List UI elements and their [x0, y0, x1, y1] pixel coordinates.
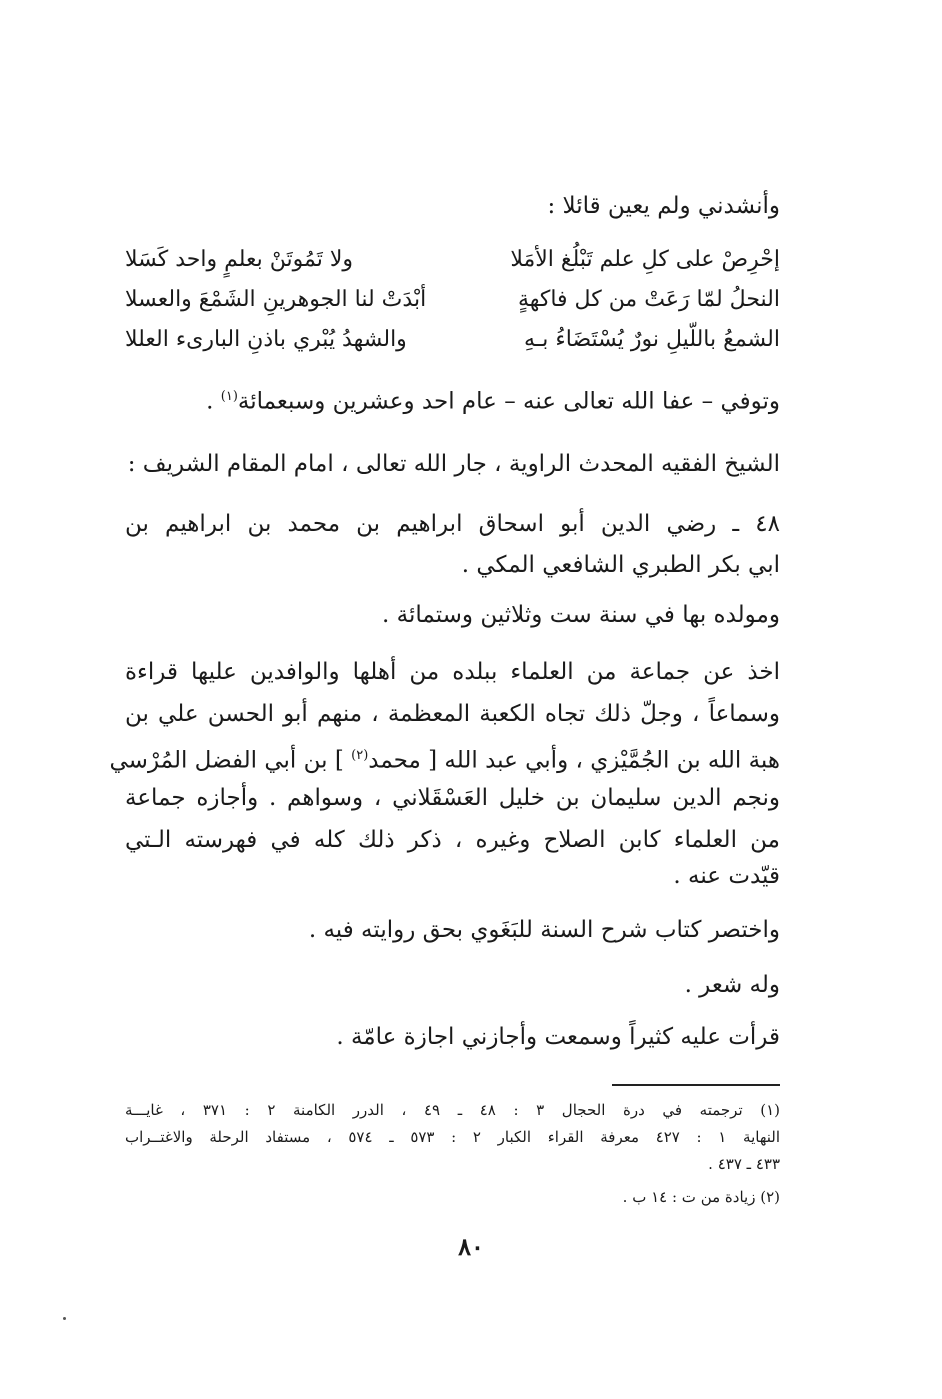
paragraph-line-3-start: هبة الله بن الجُمَّيْزي ، وأبي عبد الله [ محمد — [368, 747, 780, 774]
poem-intro: وأنشدني ولم يعين قائلا : — [547, 193, 780, 219]
poem-verse-2 — [125, 283, 780, 317]
verse-2-second-hemistich: أبْدَتْ لنا الجوهرينِ الشَمْعَ والعسلا — [125, 287, 427, 312]
entry-title-line-2: ابي بكر الطبري الشافعي المكي . — [461, 552, 780, 578]
scan-speck — [63, 1317, 66, 1320]
footnote-ref-1: (١) — [220, 389, 238, 404]
verse-1-first-hemistich: إحْرِصْ على كلِ علم تَبْلُغ الأمَلا — [510, 247, 780, 272]
footnote-2: (٢) زيادة من ت : ١٤ ب . — [622, 1188, 780, 1206]
paragraph-line-3 — [109, 739, 780, 778]
paragraph-line-5: من العلماء كابن الصلاح وغيره ، ذكر ذلك كله في فهرسته الـتي — [125, 827, 780, 853]
page-number: ٨٠ — [458, 1232, 484, 1261]
verse-3-second-hemistich: والشهدُ يُبْري باذنِ البارىء العللا — [125, 327, 407, 352]
paragraph-line-2: وسماعاً ، وجلّ ذلك تجاه الكعبة المعظمة ، منهم أبو الحسن علي بن — [125, 701, 780, 727]
poem-verse-3 — [125, 323, 780, 357]
verse-3-first-hemistich: الشمعُ باللّيلِ نورٌ يُسْتَضَاءُ بـهِ — [524, 327, 780, 352]
paragraph-line-1: اخذ عن جماعة من العلماء ببلده من أهلها والوافدين عليها قراءة — [125, 659, 780, 685]
birth-line: ومولده بها في سنة ست وثلاثين وستمائة . — [382, 602, 780, 628]
paragraph-line-3-end: ] بن أبي الفضل المُرْسي — [109, 747, 352, 774]
death-end: . — [206, 388, 221, 415]
paragraph-line-6: قيّدت عنه . — [673, 863, 780, 889]
reading-line: قرأت عليه كثيراً وسمعت وأجازني اجازة عامّة . — [336, 1024, 780, 1050]
abridgement-line: واختصر كتاب شرح السنة للبَغَوي بحق روايته فيه . — [308, 917, 780, 943]
verse-1-second-hemistich: ولا تَمُوتَنْ بعلمٍ واحد كَسَلا — [125, 247, 353, 272]
footnote-ref-2: (٢) — [351, 748, 369, 763]
paragraph-line-4-prefix: و — [768, 785, 780, 811]
death-notice — [125, 380, 780, 419]
footnote-1-line-2: النهاية ١ : ٤٢٧ معرفة القراء الكبار ٢ : ٥٧٣ ـ ٥٧٤ ، مستفاد الرحلة والاغتــراب — [125, 1128, 781, 1146]
poem-verse-1 — [125, 243, 780, 277]
paragraph-line-4-text: نجم الدين سليمان بن خليل العَسْقَلاني ، وسواهم . وأجازه جماعة — [125, 785, 769, 811]
poetry-line: وله شعر . — [684, 972, 780, 998]
footnote-divider — [612, 1084, 780, 1086]
entry-title-line-1: ٤٨ ـ رضي الدين أبو اسحاق ابراهيم بن محمد بن ابراهيم بن — [125, 511, 780, 537]
paragraph-line-4 — [125, 781, 780, 815]
verse-2-first-hemistich: النحلُ لمّا رَعَتْ من كل فاكهةٍ — [517, 287, 780, 312]
footnote-1-line-3: ٤٣٣ ـ ٤٣٧ . — [708, 1155, 780, 1173]
biography-heading: الشيخ الفقيه المحدث الراوية ، جار الله تعالى ، امام المقام الشريف : — [127, 451, 780, 477]
death-text: وتوفي – عفا الله تعالى عنه – عام احد وعشرين وسبعمائة — [237, 388, 780, 415]
footnote-1-line-1: (١) ترجمته في درة الحجال ٣ : ٤٨ ـ ٤٩ ، الدرر الكامنة ٢ : ٣٧١ ، غايـــة — [125, 1101, 780, 1119]
